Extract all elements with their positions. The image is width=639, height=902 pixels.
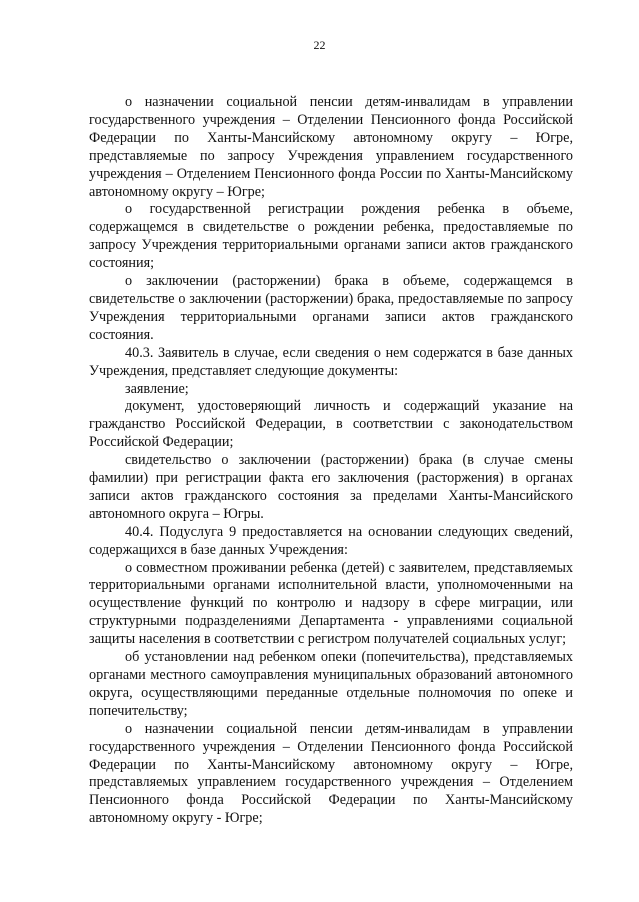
paragraph-cohabitation: о совместном проживании ребенка (детей) с заявителем, представляемых территориальными органами исполнительной власти, уполномоченными на осуществление функций по контролю и надзору в сфере миграции, или структурными подразделениями Департамента - управлениями социальной защиты населения в соответствии с регистром получателей социальных услуг;	[89, 559, 573, 648]
paragraph-guardianship: об установлении над ребенком опеки (попечительства), представляемых органами местного самоуправления муниципальных образований автономного округа, осуществляющими переданные отдельные полномочия по опеке и попечительству;	[89, 649, 573, 719]
paragraph-section-40-4: 40.4. Подуслуга 9 предоставляется на основании следующих сведений, содержащихся в базе данных Учреждения:	[89, 523, 573, 558]
paragraph-pension-info-2: о назначении социальной пенсии детям-инвалидам в управлении государственного учреждения – Отделении Пенсионного фонда Российской Федерации по Ханты-Мансийскому автономному округу – Югре, представляемых управлением государственного учреждения – Отделением Пенсионного фонда Российской Федерации по Ханты-Мансийскому автономному округу - Югре;	[89, 720, 573, 827]
page-number: 22	[313, 38, 326, 52]
paragraph-pension-info-1: о назначении социальной пенсии детям-инвалидам в управлении государственного учреждения – Отделении Пенсионного фонда Российской Федерации по Ханты-Мансийскому автономному округу – Югре, представляемые по запросу Учреждения управлением государственного учреждения – Отделением Пенсионного фонда России по Ханты-Мансийскому автономному округу – Югре;	[89, 94, 573, 200]
paragraph-section-40-3: 40.3. Заявитель в случае, если сведения о нем содержатся в базе данных Учреждения, представляет следующие документы:	[89, 344, 573, 379]
paragraph-marriage-info: о заключении (расторжении) брака в объеме, содержащемся в свидетельстве о заключении (расторжении) брака, предоставляемые по запросу Учреждения территориальными органами записи актов гражданского состояния.	[89, 273, 573, 343]
paragraph-identity-document: документ, удостоверяющий личность и содержащий указание на гражданство Российской Федерации, в соответствии с законодательством Российской Федерации;	[89, 398, 573, 451]
paragraph-application: заявление;	[125, 380, 189, 397]
document-body	[89, 94, 573, 828]
paragraph-birth-registration: о государственной регистрации рождения ребенка в объеме, содержащемся в свидетельстве о рождении ребенка, предоставляемые по запросу Учреждения территориальными органами записи актов гражданского состояния;	[89, 201, 573, 272]
paragraph-marriage-certificate: свидетельство о заключении (расторжении) брака (в случае смены фамилии) при регистрации факта его заключения (расторжения) в органах записи актов гражданского состояния за пределами Ханты-Мансийского автономного округа – Югры.	[89, 452, 573, 522]
